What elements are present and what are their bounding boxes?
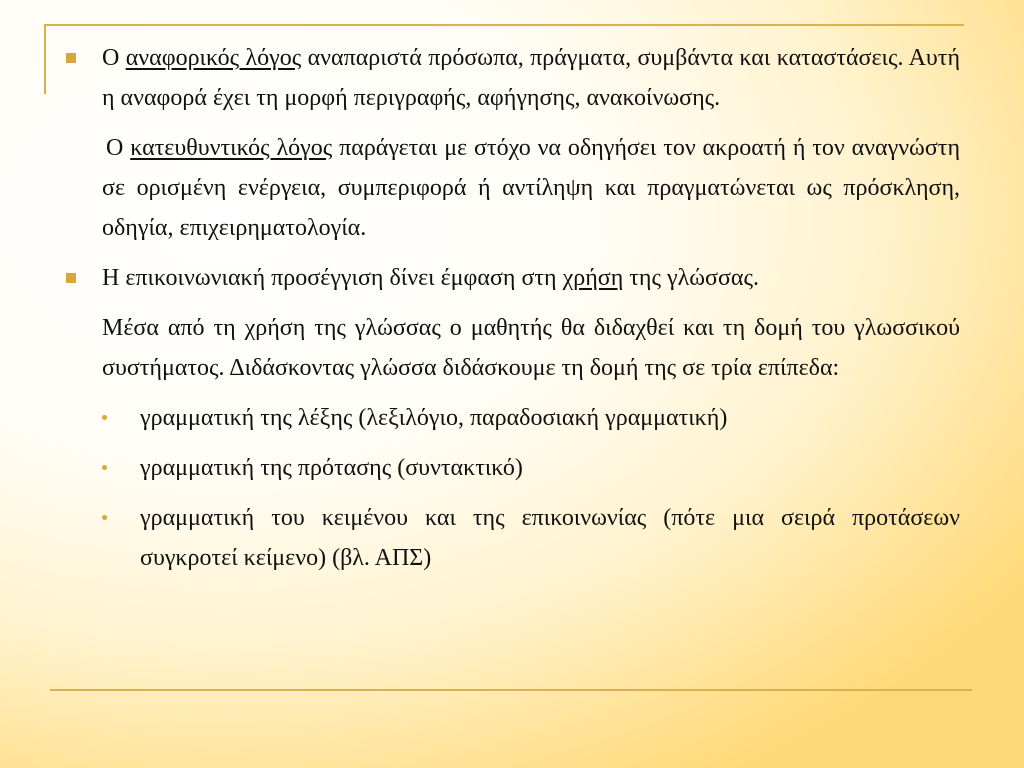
- bullet1-pre: Ο: [102, 45, 126, 71]
- paragraph-directive-discourse: [64, 128, 960, 248]
- dot-bullet-icon: [102, 465, 107, 470]
- top-rule: [44, 24, 964, 26]
- level-word-grammar: γραμματική της λέξης (λεξιλόγιο, παραδοσιακή γραμματική): [140, 405, 728, 431]
- para2-pre: Ο: [106, 135, 131, 161]
- left-rule: [44, 24, 46, 94]
- square-bullet-icon: [66, 53, 76, 63]
- bullet3-pre: Η επικοινωνιακή προσέγγιση δίνει έμφαση στη: [102, 265, 563, 291]
- dot-bullet-icon: [102, 515, 107, 520]
- bullet-referential-discourse: [64, 38, 960, 118]
- square-bullet-icon: [66, 273, 76, 283]
- slide-body: [64, 38, 960, 588]
- level-item: [64, 398, 960, 438]
- level-item: [64, 498, 960, 578]
- bullet-communicative-approach: [64, 258, 960, 298]
- para2-post: παράγεται με στόχο να οδηγήσει τον ακροατή ή τον αναγνώστη σε ορισμένη ενέργεια, συμπεριφορά ή αντίληψη και πραγματώνεται ως πρόσκληση, οδηγία, επιχειρηματολογία.: [102, 135, 960, 241]
- bottom-rule: [50, 689, 972, 691]
- level-sentence-grammar: γραμματική της πρότασης (συντακτικό): [140, 455, 523, 481]
- term-referential-discourse: αναφορικός λόγος: [125, 45, 302, 71]
- dot-bullet-icon: [102, 415, 107, 420]
- language-structure-text: Μέσα από τη χρήση της γλώσσας ο μαθητής θα διδαχθεί και τη δομή του γλωσσικού συστήματος. Διδάσκοντας γλώσσα διδάσκουμε τη δομή της σε τρία επίπεδα:: [102, 315, 960, 381]
- bullet1-post: αναπαριστά πρόσωπα, πράγματα, συμβάντα και καταστάσεις. Αυτή η αναφορά έχει τη μορφή περιγραφής, αφήγησης, ανακοίνωσης.: [102, 45, 960, 111]
- term-directive-discourse: κατευθυντικός λόγος: [130, 135, 333, 161]
- bullet3-post: της γλώσσας.: [623, 265, 759, 291]
- term-usage: χρήση: [562, 265, 624, 291]
- level-text-grammar: γραμματική του κειμένου και της επικοινωνίας (πότε μια σειρά προτάσεων συγκροτεί κείμενο) (βλ. ΑΠΣ): [140, 505, 960, 571]
- level-item: [64, 448, 960, 488]
- paragraph-language-structure: [64, 308, 960, 388]
